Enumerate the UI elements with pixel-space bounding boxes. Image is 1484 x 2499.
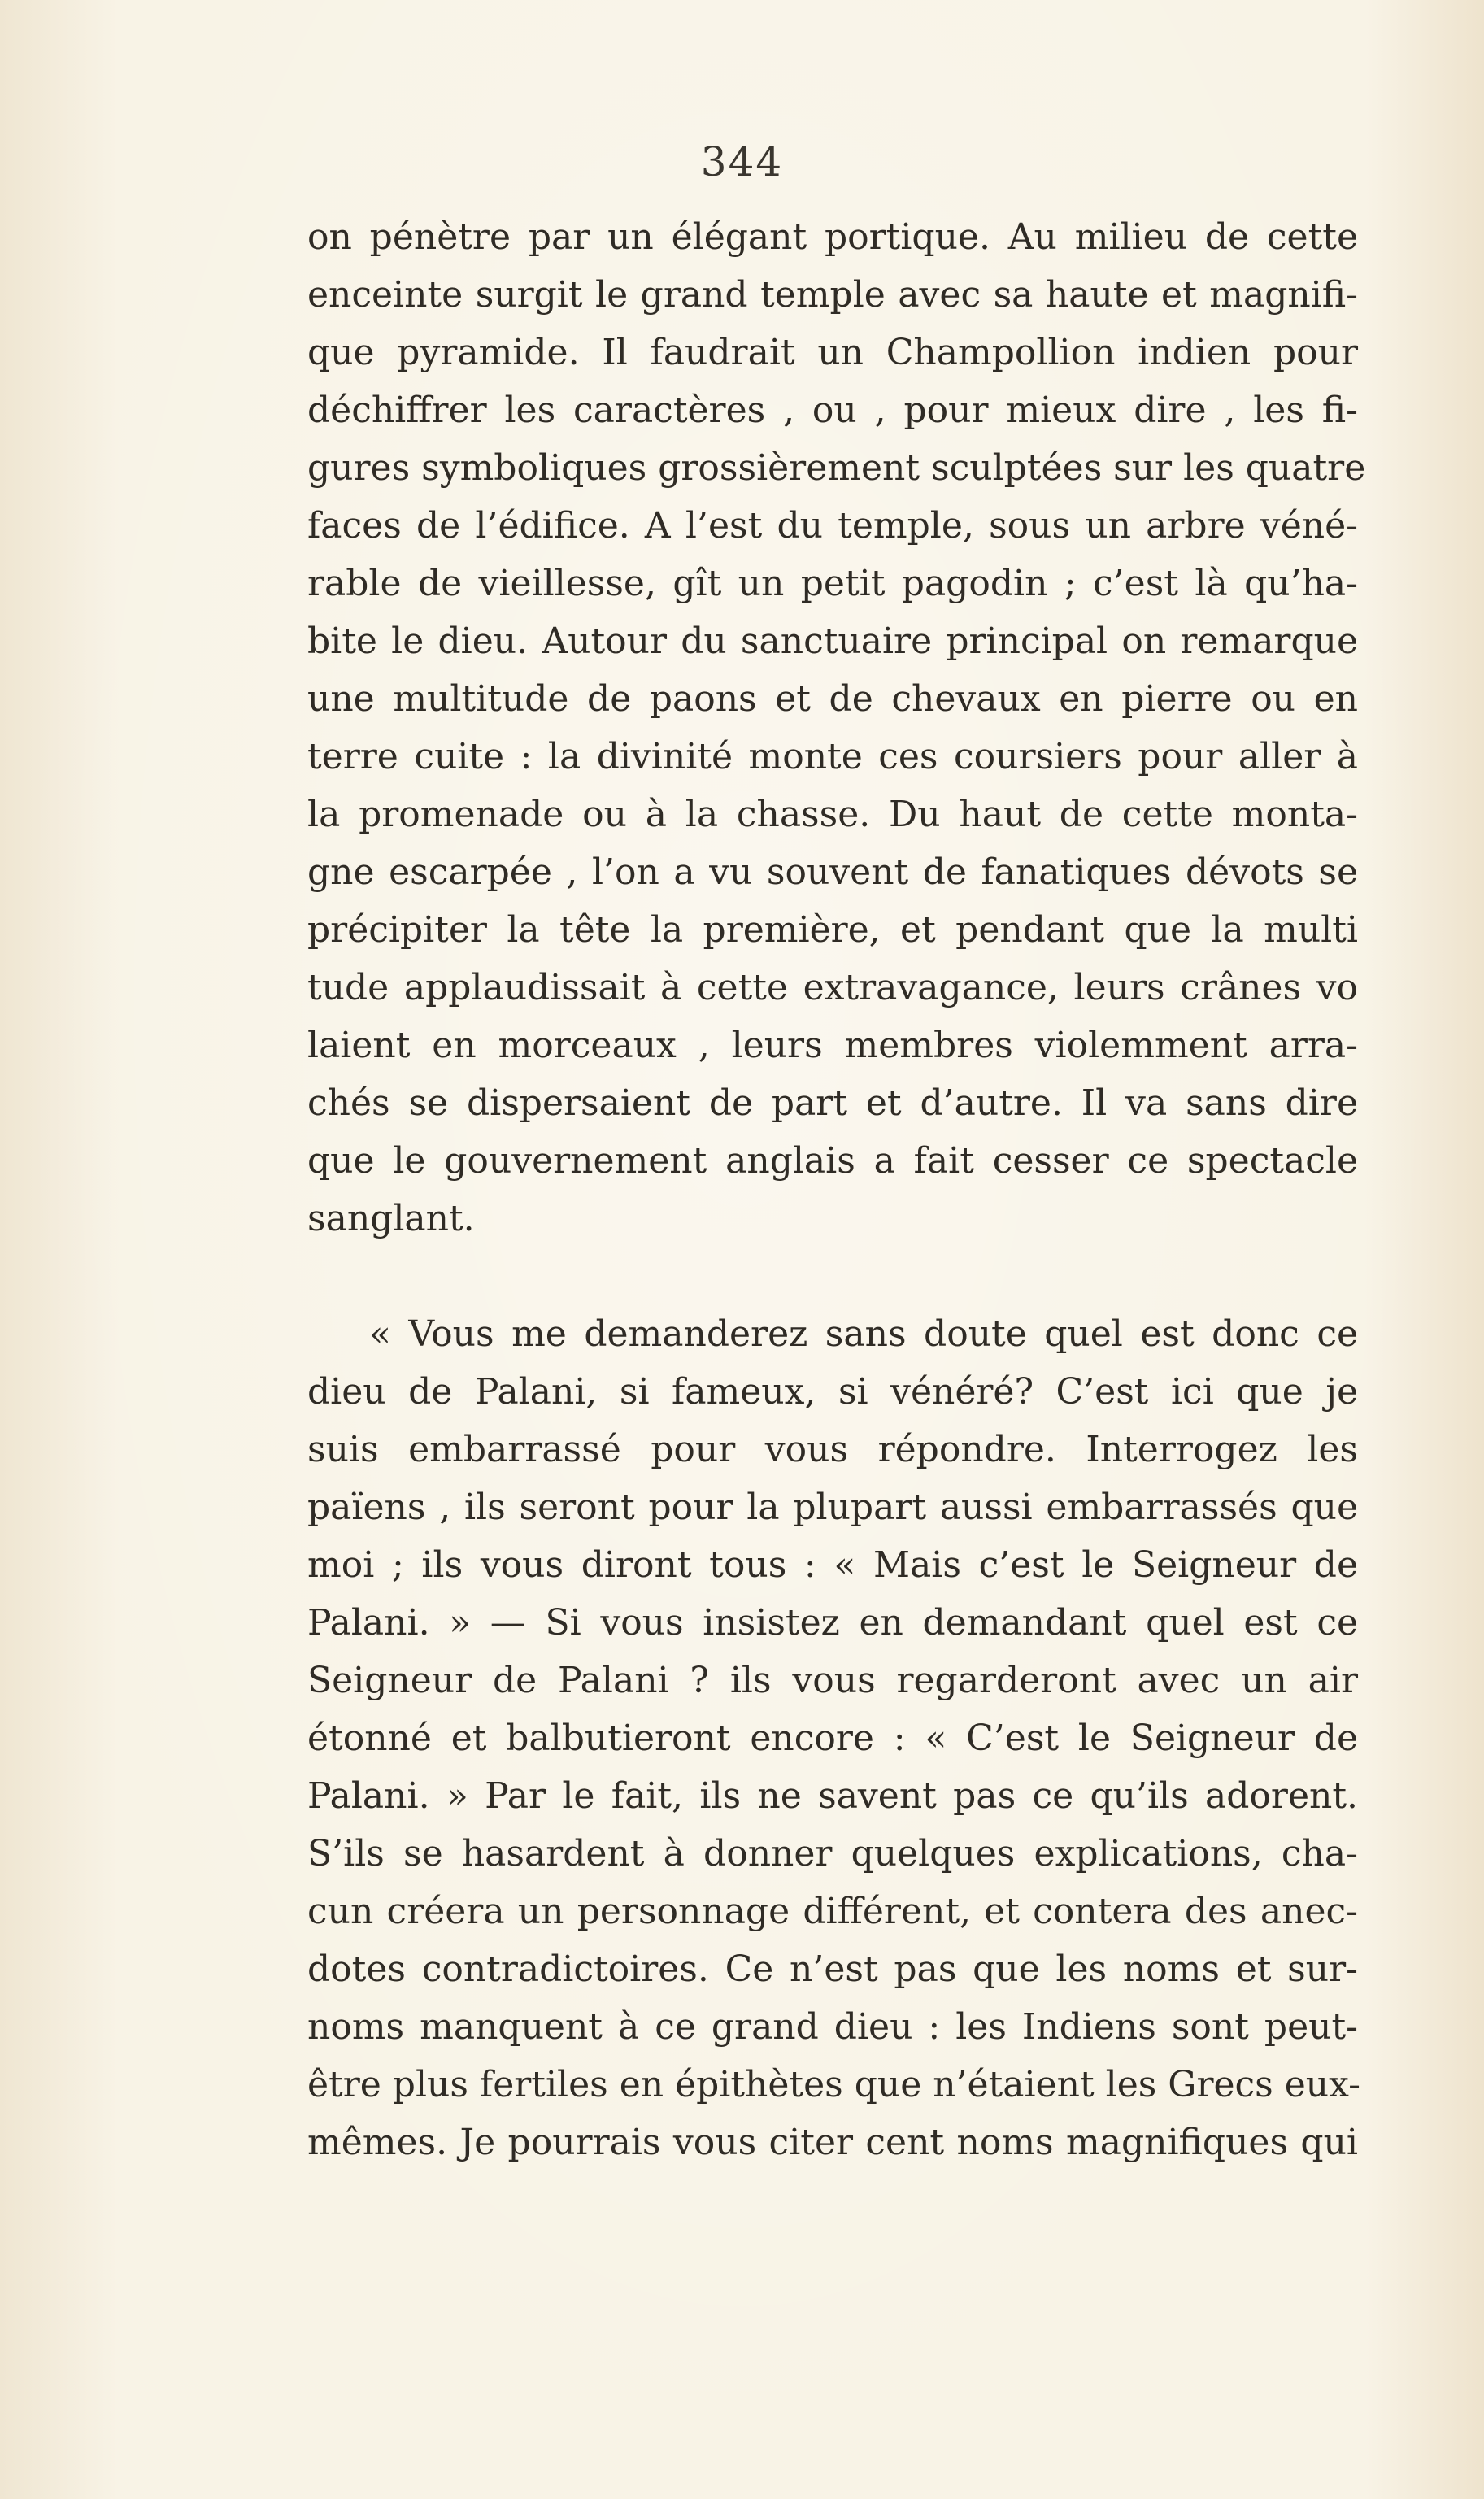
paragraph-spacer [307, 1247, 1358, 1305]
text-line: cun créera un personnage différent, et contera des anec- [307, 1891, 1358, 1932]
text-line: tude applaudissait à cette extravagance, leurs crânes vo [307, 967, 1358, 1008]
text-line: gne escarpée , l’on a vu souvent de fanatiques dévots se [307, 851, 1358, 893]
text-line: la promenade ou à la chasse. Du haut de cette monta- [307, 794, 1358, 835]
text-line: sanglant. [307, 1198, 475, 1239]
text-line: païens , ils seront pour la plupart aussi embarrassés que [307, 1487, 1358, 1528]
text-line: « Vous me demanderez sans doute quel est donc ce [369, 1313, 1358, 1355]
page-number: 344 [700, 138, 784, 185]
text-line: précipiter la tête la première, et pendant que la multi [307, 909, 1358, 951]
text-line: laient en morceaux , leurs membres violemment arra- [307, 1025, 1358, 1066]
text-line: gures symboliques grossièrement sculptées sur les quatre [307, 447, 1366, 489]
body-text [307, 208, 1366, 2171]
text-line: que pyramide. Il faudrait un Champollion indien pour [307, 332, 1358, 373]
text-line: être plus fertiles en épithètes que n’étaient les Grecs eux- [307, 2064, 1361, 2105]
text-line: chés se dispersaient de part et d’autre. Il va sans dire [307, 1082, 1358, 1124]
text-line: on pénètre par un élégant portique. Au milieu de cette [307, 216, 1358, 258]
text-line: enceinte surgit le grand temple avec sa haute et magnifi- [307, 274, 1358, 316]
text-line: S’ils se hasardent à donner quelques explications, cha- [307, 1833, 1358, 1874]
text-line: rable de vieillesse, gît un petit pagodin ; c’est là qu’ha- [307, 563, 1358, 604]
text-line: dieu de Palani, si fameux, si vénéré? C’est ici que je [307, 1371, 1358, 1413]
text-line: que le gouvernement anglais a fait cesser ce spectacle [307, 1140, 1358, 1182]
text-line: suis embarrassé pour vous répondre. Interrogez les [307, 1429, 1358, 1470]
text-line: Seigneur de Palani ? ils vous regarderont avec un air [307, 1660, 1358, 1701]
text-line: une multitude de paons et de chevaux en pierre ou en [307, 678, 1358, 720]
text-line: bite le dieu. Autour du sanctuaire principal on remarque [307, 620, 1358, 662]
text-line: déchiffrer les caractères , ou , pour mieux dire , les fi- [307, 390, 1358, 431]
text-line: noms manquent à ce grand dieu : les Indiens sont peut- [307, 2006, 1358, 2048]
paragraph-1 [307, 208, 1366, 1247]
text-line: étonné et balbutieront encore : « C’est le Seigneur de [307, 1718, 1358, 1759]
text-line: terre cuite : la divinité monte ces coursiers pour aller à [307, 736, 1358, 777]
text-line: moi ; ils vous diront tous : « Mais c’est le Seigneur de [307, 1544, 1358, 1586]
text-line: mêmes. Je pourrais vous citer cent noms magnifiques qui [307, 2122, 1358, 2163]
text-line: faces de l’édifice. A l’est du temple, sous un arbre véné- [307, 505, 1358, 546]
text-line: Palani. » — Si vous insistez en demandant quel est ce [307, 1602, 1358, 1644]
paragraph-2 [307, 1305, 1361, 2171]
text-line: Palani. » Par le fait, ils ne savent pas ce qu’ils adorent. [307, 1775, 1358, 1817]
text-line: dotes contradictoires. Ce n’est pas que les noms et sur- [307, 1948, 1358, 1990]
